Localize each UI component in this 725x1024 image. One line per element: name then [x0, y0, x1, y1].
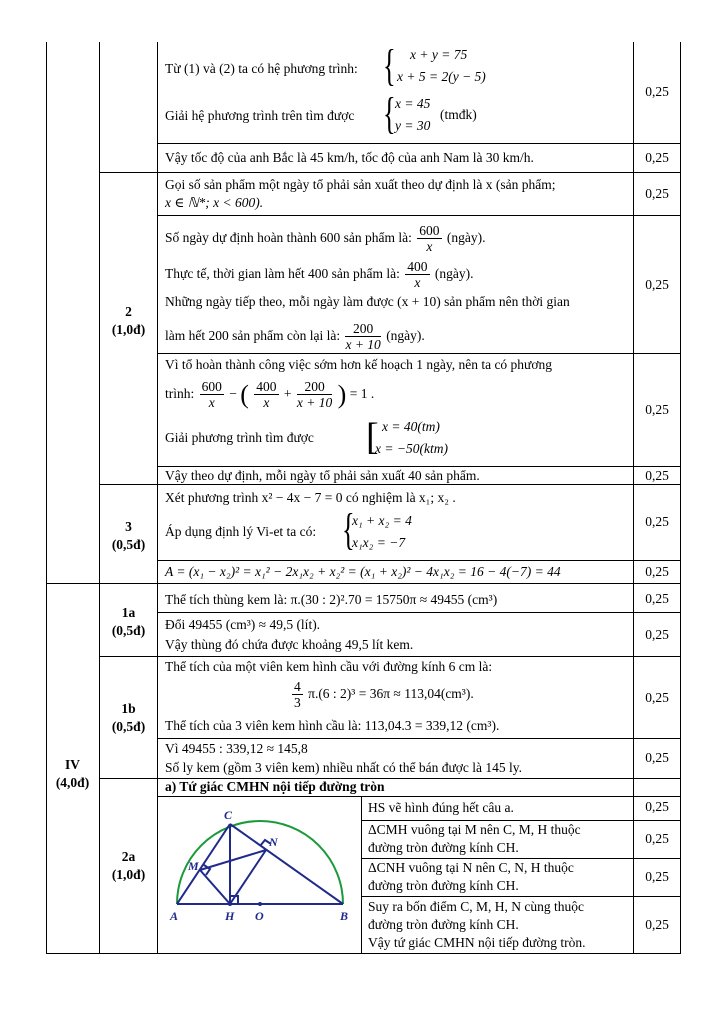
table-border-right — [680, 42, 681, 954]
answer-text: Đổi 49455 (cm³) ≈ 49,5 (lít). — [165, 617, 321, 632]
score: 0,25 — [645, 591, 669, 606]
answer-text: Những ngày tiếp theo, mỗi ngày làm được (x + 10) sản phẩm nên thời gian — [165, 294, 570, 309]
score: 0,25 — [645, 84, 669, 99]
answer-text: Suy ra bốn điểm C, M, H, N cùng thuộc — [368, 899, 584, 914]
score: 0,25 — [645, 627, 669, 642]
answer-text: Giải hệ phương trình trên tìm được — [165, 108, 355, 123]
label-o: O — [255, 909, 264, 923]
geometry-figure — [162, 798, 358, 950]
answer-text: Vì tổ hoàn thành công việc sớm hơn kế hoạch 1 ngày, nên ta có phương — [165, 357, 553, 372]
equation: x = 45 — [395, 96, 431, 111]
equation: x = −50(ktm) — [375, 441, 448, 456]
answer-text: đường tròn đường kính CH. — [368, 840, 519, 855]
table-border-col1 — [99, 42, 100, 954]
table-border-col3 — [633, 42, 634, 954]
score: 0,25 — [645, 750, 669, 765]
question-label-1b: 1b (0,5đ) — [111, 701, 146, 734]
score: 0,25 — [645, 277, 669, 292]
semicircle-arc — [177, 821, 343, 904]
score: 0,25 — [645, 831, 669, 846]
answer-text: Từ (1) và (2) ta có hệ phương trình: — [165, 61, 358, 76]
system-brace: { — [383, 41, 396, 90]
score: 0,25 — [645, 514, 669, 529]
section-label-iv: IV (4,0đ) — [55, 757, 90, 790]
score: 0,25 — [645, 150, 669, 165]
answer-text: ΔCNH vuông tại N nên C, N, H thuộc — [368, 860, 574, 875]
score: 0,25 — [645, 186, 669, 201]
table-border-left — [46, 42, 47, 954]
question-label-3: 3 (0,5đ) — [111, 519, 146, 552]
answer-text: trình: $\frac{600}{x}$ − ( $\frac{400}{x}$ + $\frac{200}{x + 10}$ ) = 1 . — [165, 379, 375, 411]
answer-text: Vì 49455 : 339,12 ≈ 145,8 — [165, 741, 308, 756]
table-border-col2 — [157, 42, 158, 954]
question-label-2: 2 (1,0đ) — [111, 304, 146, 337]
equation: x + y = 75 — [410, 47, 468, 62]
question-label-1a: 1a (0,5đ) — [111, 605, 146, 638]
answer-text: Áp dụng định lý Vi-et ta có: — [165, 524, 317, 539]
answer-text: Xét phương trình x² − 4x − 7 = 0 có nghiệm là x₁; x₂ . — [165, 490, 456, 505]
answer-text: A = (x₁ − x₂)² = x₁² − 2x₁x₂ + x₂² = (x₁ + x₂)² − 4x₁x₂ = 16 − 4(−7) = 44 — [165, 564, 561, 579]
answer-text: Vậy tứ giác CMHN nội tiếp đường tròn. — [368, 935, 586, 950]
answer-text: Vậy thùng đó chứa được khoảng 49,5 lít kem. — [165, 637, 414, 652]
answer-text: Vậy tốc độ của anh Bắc là 45 km/h, tốc độ của anh Nam là 30 km/h. — [165, 150, 534, 165]
answer-text: Thực tế, thời gian làm hết 400 sản phẩm là: $\frac{400}{x}$ (ngày). — [165, 259, 474, 291]
answer-text: Giải phương trình tìm được — [165, 430, 314, 445]
row-line — [46, 583, 681, 584]
system-brace: { — [383, 89, 396, 138]
answer-text: đường tròn đường kính CH. — [368, 917, 519, 932]
row-line — [99, 656, 681, 657]
answer-text: Thể tích thùng kem là: π.(30 : 2)².70 = 15750π ≈ 49455 (cm³) — [165, 592, 498, 607]
answer-text: Gọi số sản phẩm một ngày tổ phải sản xuất theo dự định là x (sản phẩm; — [165, 177, 556, 192]
row-line — [361, 896, 681, 897]
answer-text: Số ly kem (gồm 3 viên kem) nhiều nhất có thể bán được là 145 ly. — [165, 760, 523, 775]
row-line — [157, 612, 681, 613]
answer-text: Thể tích của một viên kem hình cầu với đường kính 6 cm là: — [165, 659, 493, 674]
answer-text: Thể tích của 3 viên kem hình cầu là: 113,04.3 = 339,12 (cm³). — [165, 718, 500, 733]
score: 0,25 — [645, 402, 669, 417]
row-line — [157, 796, 681, 797]
row-line — [157, 215, 681, 216]
answer-text: Vậy theo dự định, mỗi ngày tổ phải sản xuất 40 sản phẩm. — [165, 468, 480, 483]
system-brace: { — [342, 505, 355, 554]
score: 0,25 — [645, 690, 669, 705]
score: 0,25 — [645, 799, 669, 814]
score: 0,25 — [645, 564, 669, 579]
equation: x = 40(tm) — [382, 419, 440, 434]
label-c: C — [224, 808, 233, 822]
equation: x₁x₂ = −7 — [352, 535, 406, 550]
condition-note: (tmđk) — [440, 107, 477, 122]
label-b: B — [340, 909, 349, 923]
bracket: [ — [366, 416, 379, 458]
row-line — [157, 560, 681, 561]
point-h — [228, 902, 232, 906]
score: 0,25 — [645, 917, 669, 932]
label-a: A — [170, 909, 179, 923]
point-o — [258, 902, 262, 906]
equation: x + 5 = 2(y − 5) — [397, 69, 486, 84]
row-line — [99, 172, 681, 173]
answer-text: đường tròn đường kính CH. — [368, 878, 519, 893]
score: 0,25 — [645, 468, 669, 483]
label-n: N — [269, 835, 278, 849]
label-m: M — [188, 859, 199, 873]
answer-text: $\frac{4}{3}$ π.(6 : 2)³ = 36π ≈ 113,04(cm³). — [294, 679, 474, 711]
row-line — [157, 738, 681, 739]
question-label-2a: 2a (1,0đ) — [111, 849, 146, 882]
answer-text: Số ngày dự định hoàn thành 600 sản phẩm là: $\frac{600}{x}$ (ngày). — [165, 223, 486, 255]
table-border-bottom — [46, 953, 681, 954]
answer-text: x ∈ ℕ*; x < 600). — [165, 195, 264, 210]
label-h: H — [225, 909, 235, 923]
score: 0,25 — [645, 869, 669, 884]
equation: y = 30 — [395, 118, 431, 133]
equation: x₁ + x₂ = 4 — [352, 513, 412, 528]
segment-hm — [200, 870, 230, 904]
answer-text: ΔCMH vuông tại M nên C, M, H thuộc — [368, 822, 581, 837]
sub-heading: a) Tứ giác CMHN nội tiếp đường tròn — [165, 779, 385, 794]
answer-text: HS vẽ hình đúng hết câu a. — [368, 800, 514, 815]
row-line — [157, 143, 681, 144]
answer-text: làm hết 200 sản phẩm còn lại là: $\frac{200}{x + 10}$ (ngày). — [165, 321, 425, 353]
segment-cb — [230, 824, 343, 904]
